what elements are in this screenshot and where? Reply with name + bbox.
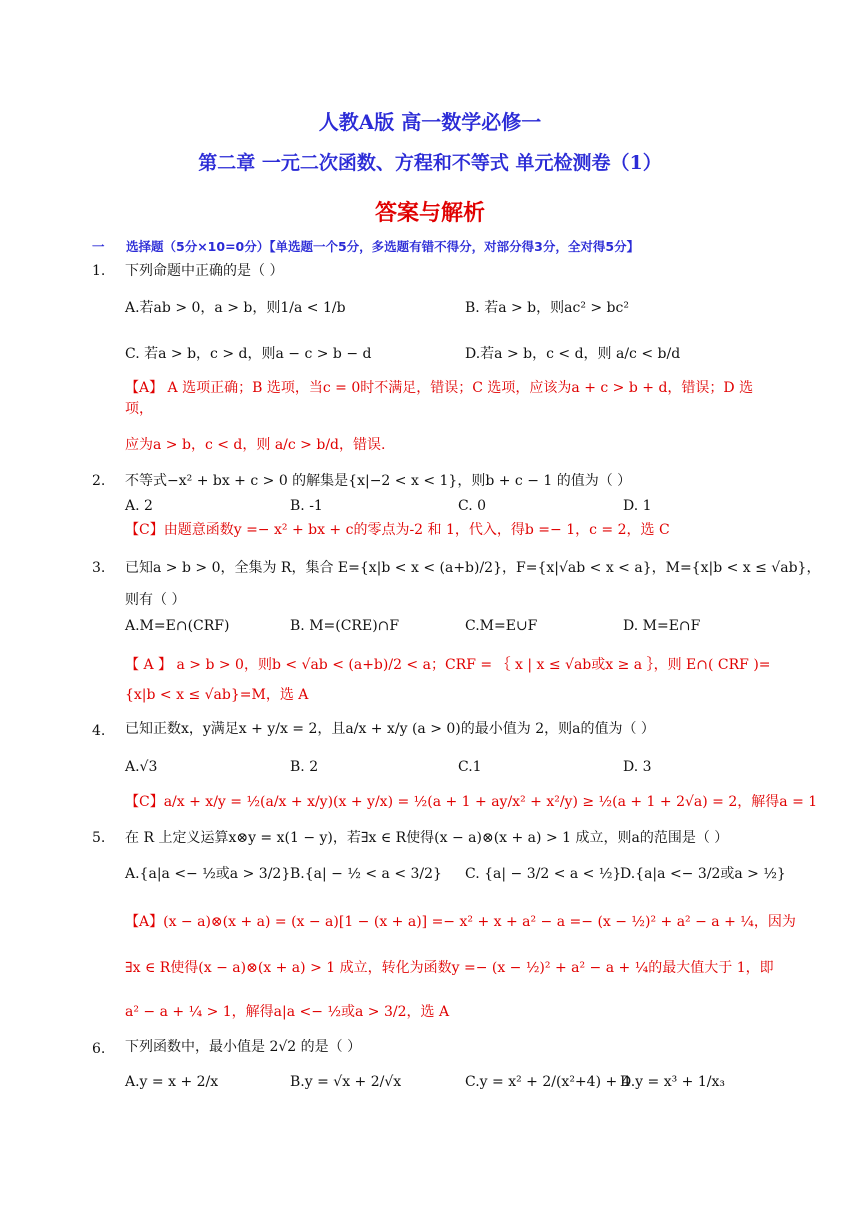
option-c: C.1	[458, 759, 482, 775]
option-a: A.y = x + 2/x	[125, 1074, 219, 1090]
option-d: D. M=E∩F	[623, 618, 701, 634]
question-number: 1.	[92, 263, 106, 279]
section-number: 一	[92, 239, 105, 254]
question-number: 3.	[92, 560, 106, 576]
option-b: B.y = √x + 2/√x	[290, 1074, 402, 1090]
question-stem: 下列函数中，最小值是 2√2 的是（ ）	[125, 1039, 362, 1055]
question-stem: 在 R 上定义运算x⊗y = x(1 − y)，若∃x ∈ R使得(x − a)⊗(x + a) > 1 成立，则a的范围是（ ）	[125, 830, 729, 846]
option-a: A.√3	[125, 759, 158, 775]
option-a: A.{a|a <− ½或a > 3/2}	[125, 866, 291, 882]
option-c: C. 0	[458, 498, 487, 514]
answer-line: a² − a + ¼ > 1，解得a|a <− ½或a > 3/2，选 A	[125, 1004, 450, 1020]
question-number: 2.	[92, 473, 106, 489]
answer-line: {x|b < x ≤ √ab}=M，选 A	[125, 687, 309, 703]
question-number: 4.	[92, 723, 106, 739]
option-c: C. {a| − 3/2 < a < ½}	[465, 866, 622, 882]
option-d: D.y = x³ + 1/x₃	[620, 1074, 725, 1090]
option-d: D.若a > b，c < d，则 a/c < b/d	[465, 346, 681, 362]
question-stem: 不等式−x² + bx + c > 0 的解集是{x|−2 < x < 1}，则b + c − 1 的值为（ ）	[125, 473, 632, 489]
option-b: B. M=(CRE)∩F	[290, 618, 400, 634]
option-a: A.若ab > 0，a > b，则1/a < 1/b	[125, 300, 346, 316]
question-stem: 下列命题中正确的是（ ）	[125, 263, 284, 279]
option-d: D. 1	[623, 498, 652, 514]
answer-line: 【A】(x − a)⊗(x + a) = (x − a)[1 − (x + a)] =− x² + x + a² − a =− (x − ½)² + a² − a + ¼，因为	[125, 914, 796, 930]
answer-line: ∃x ∈ R使得(x − a)⊗(x + a) > 1 成立，转化为函数y =− (x − ½)² + a² − a + ¼的最大值大于 1，即	[125, 960, 774, 976]
document-title: 人教A版 高一数学必修一	[318, 110, 542, 134]
option-b: B.{a| − ½ < a < 3/2}	[290, 866, 442, 882]
option-b: B. 若a > b，则ac² > bc²	[465, 300, 629, 316]
option-d: D. 3	[623, 759, 652, 775]
option-b: B. 2	[290, 759, 319, 775]
answer-line: 【C】由题意函数y =− x² + bx + c的零点为-2 和 1，代入，得b =− 1，c = 2，选 C	[125, 522, 670, 538]
answer-line: 【 A 】 a > b > 0，则b < √ab < (a+b)/2 < a；CRF = ｛ x | x ≤ √ab或x ≥ a ｝，则 E∩( CRF )=	[125, 657, 771, 673]
answer-line: 【A】 A 选项正确；B 选项，当c = 0时不满足，错误；C 选项，应该为a + c > b + d，错误；D 选	[125, 380, 754, 396]
chapter-title: 第二章 一元二次函数、方程和不等式 单元检测卷（1）	[198, 152, 662, 174]
section-heading	[92, 237, 800, 255]
option-c: C. 若a > b，c > d，则a − c > b − d	[125, 346, 372, 362]
option-d: D.{a|a <− 3/2或a > ½}	[620, 866, 786, 882]
question-stem: 已知正数x，y满足x + y/x = 2，且a/x + x/y (a > 0)的最小值为 2，则a的值为（ ）	[125, 721, 655, 737]
option-c: C.y = x² + 2/(x²+4) + 4	[465, 1074, 631, 1090]
section-text: 选择题（5分×10=0分）【单选题一个5分，多选题有错不得分，对部分得3分，全对得5分】	[126, 239, 640, 254]
answer-line: 项，	[125, 401, 153, 417]
option-a: A. 2	[125, 498, 153, 514]
option-b: B. -1	[290, 498, 323, 514]
question-stem-continued: 则有（ ）	[125, 592, 186, 608]
answer-line: 【C】a/x + x/y = ½(a/x + x/y)(x + y/x) = ½(a + 1 + ay/x² + x²/y) ≥ ½(a + 1 + 2√a) = 2，解得a = 1	[125, 794, 818, 810]
question-stem: 已知a > b > 0，全集为 R，集合 E={x|b < x < (a+b)/2}，F={x|√ab < x < a}，M={x|b < x ≤ √ab}，	[125, 560, 821, 576]
answer-line: 应为a > b，c < d，则 a/c > b/d，错误.	[125, 437, 386, 453]
option-a: A.M=E∩(CRF)	[125, 618, 230, 634]
answer-title: 答案与解析	[374, 200, 485, 226]
question-number: 5.	[92, 830, 106, 846]
question-number: 6.	[92, 1041, 106, 1057]
option-c: C.M=E∪F	[465, 618, 538, 634]
